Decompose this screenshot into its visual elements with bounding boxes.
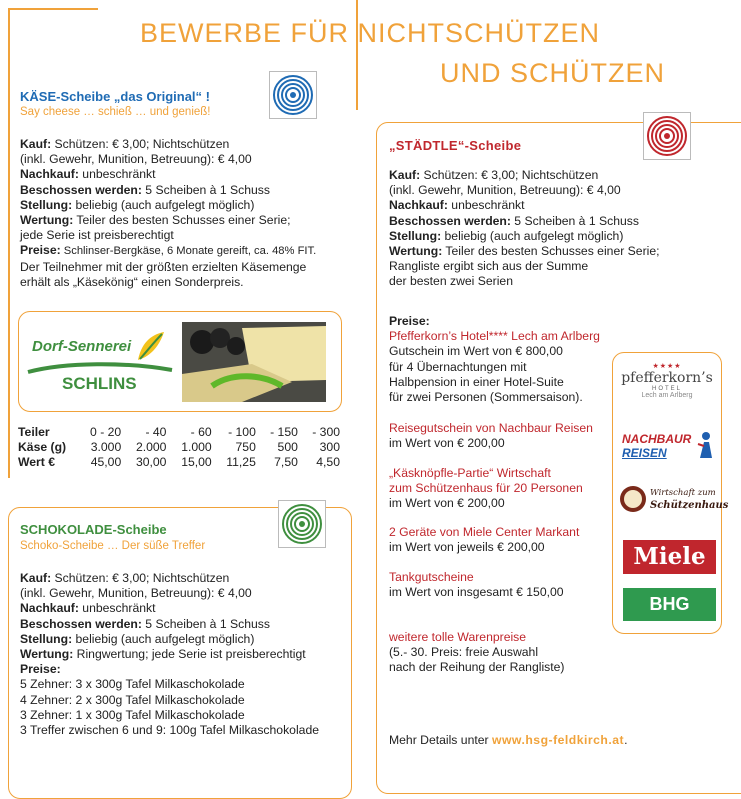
schoko-heading: SCHOKOLADE-Scheibe bbox=[20, 522, 167, 537]
nachbaur-logo: NACHBAUR REISEN bbox=[620, 430, 718, 464]
list-item: 3 Treffer zwischen 6 und 9: 100g Tafel Milkaschokolade bbox=[20, 723, 319, 738]
sennerei-logo: Dorf-Sennerei SCHLINS bbox=[26, 330, 176, 400]
more-details: Mehr Details unter www.hsg-feldkirch.at. bbox=[389, 733, 628, 747]
website-link[interactable]: www.hsg-feldkirch.at bbox=[491, 733, 625, 747]
cheese-photo bbox=[182, 322, 326, 402]
miele-logo: Miele bbox=[623, 540, 716, 574]
frame-line-left bbox=[8, 8, 10, 478]
table-row: Wert € 45,00 30,00 15,00 11,25 7,50 4,50 bbox=[18, 455, 340, 469]
green-target-icon bbox=[278, 500, 326, 548]
wirtschaft-logo: Wirtschaft zum Schützenhaus bbox=[620, 484, 718, 518]
schoko-subtitle: Schoko-Scheibe … Der süße Treffer bbox=[20, 540, 206, 552]
bhg-logo: BHG bbox=[623, 588, 716, 621]
list-item: 5 Zehner: 3 x 300g Tafel Milkaschokolade bbox=[20, 677, 245, 692]
staedtle-heading: „STÄDTLE“-Scheibe bbox=[389, 138, 522, 153]
red-target-icon bbox=[643, 112, 691, 160]
list-item: 3 Zehner: 1 x 300g Tafel Milkaschokolade bbox=[20, 707, 245, 722]
kaese-details: Kauf: Schützen: € 3,00; Nichtschützen (inkl. Gewehr, Munition, Betreuung): € 4,00 Nachkauf: unbeschränkt Beschossen werden: 5 Scheiben à 1 Schuss Stellung: beliebig (auch aufgelegt möglich) Wertung: Teiler des besten Schusses einer Serie; jede Serie ist preisberechtigt Preise: Schlinser-Bergkäse, 6 Monate gereift, ca. 48% FIT. Der Teilnehmer mit der größten erzielten Käsemenge erhält als „Käsekönig“ einen Sonderpreis. bbox=[20, 137, 317, 289]
staedtle-details: Kauf: Schützen: € 3,00; Nichtschützen (inkl. Gewehr, Munition, Betreuung): € 4,00 Nachkauf: unbeschränkt Beschossen werden: 5 Scheiben à 1 Schuss Stellung: beliebig (auch aufgelegt möglich) Wertung: Teiler des besten Schusses einer Serie; Rangliste ergibt sich aus der Summe der besten zwei Serien bbox=[389, 168, 660, 289]
table-row: Teiler 0 - 20 - 40 - 60 - 100 - 150 - 300 bbox=[18, 425, 340, 439]
kaese-subtitle: Say cheese … schieß … und genieß! bbox=[20, 106, 211, 118]
blue-target-icon bbox=[269, 71, 317, 119]
kaese-prize-table bbox=[18, 425, 344, 470]
page-title-line1: BEWERBE FÜR NICHTSCHÜTZEN bbox=[140, 18, 601, 48]
frame-line-middle bbox=[356, 0, 358, 110]
schoko-details: Kauf: Schützen: € 3,00; Nichtschützen (inkl. Gewehr, Munition, Betreuung): € 4,00 Nachkauf: unbeschränkt Beschossen werden: 5 Scheiben à 1 Schuss Stellung: beliebig (auch aufgelegt möglich) Wertung: Ringwertung; jede Serie ist preisberechtigt Preise: 5 Zehner: 3 x 300g Tafel Milkaschokolade 4 Zehner: 2 x 300g Tafel Milkaschokolade 3 Zehner: 1 x 300g Tafel Milkaschokolade 3 Treffer zwischen 6 und 9: 100g Tafel Milkaschokolade bbox=[20, 571, 350, 738]
staedtle-prizes: Preise: Pfefferkorn’s Hotel**** Lech am Arlberg Gutschein im Wert von € 800,00 für 4 Übernachtungen mit Halbpension in einer Hotel-Suite für zwei Personen (Sommersaison). Reisegutschein von Nachbaur Reisen im Wert von € 200,00 „Käsknöpfle-Partie“ Wirtschaft zum Schützenhaus für 20 Personen im Wert von € 200,00 2 Geräte von Miele Center Markant im Wert von jeweils € 200,00 Tankgutscheine im Wert von insgesamt € 150,00 weitere tolle Warenpreise (5.- 30. Preis: freie Auswahl nach der Reihung der Rangliste) bbox=[389, 314, 600, 675]
frame-line-top-left bbox=[8, 8, 98, 10]
list-item: 4 Zehner: 2 x 300g Tafel Milkaschokolade bbox=[20, 692, 245, 707]
pfefferkorn-logo: ★★★★ pfefferkorn’s HOTEL Lech am Arlberg bbox=[621, 363, 713, 399]
kaese-heading: KÄSE-Scheibe „das Original“ ! bbox=[20, 89, 210, 104]
table-row: Käse (g) 3.000 2.000 1.000 750 500 300 bbox=[18, 440, 340, 454]
page-title-line2: UND SCHÜTZEN bbox=[440, 58, 665, 88]
